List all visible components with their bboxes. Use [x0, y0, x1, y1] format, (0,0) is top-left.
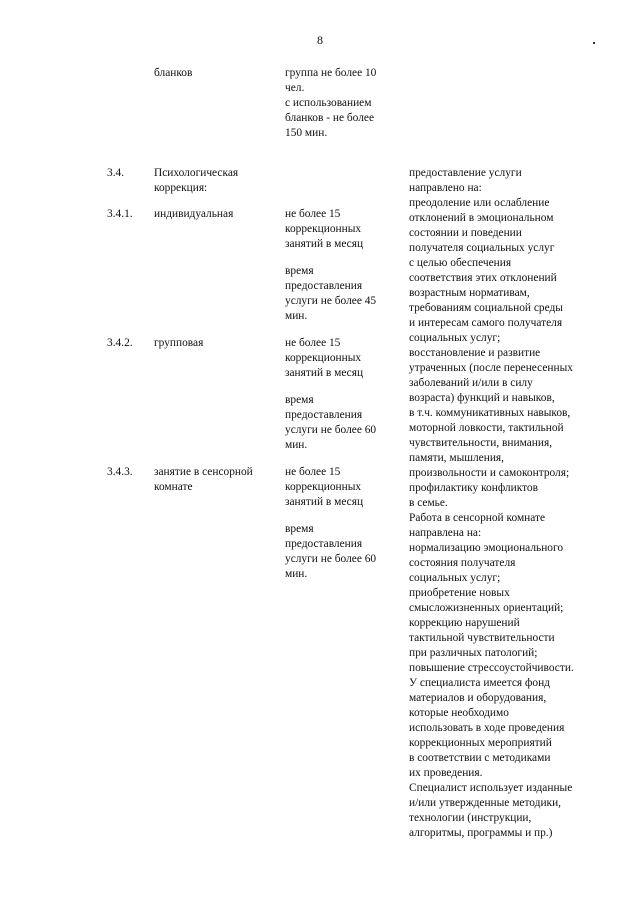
row-name [154, 465, 279, 495]
text-line: направлено на: [409, 182, 482, 194]
text-line: услуги не более 45 [285, 295, 377, 307]
text-line: тактильной чувствительности [409, 632, 555, 644]
text-line: коррекция: [154, 182, 208, 194]
text-line: предоставление услуги [409, 167, 522, 179]
text-line: восстановление и развитие [409, 347, 541, 359]
text-line: возраста) функций и навыков, [409, 392, 555, 404]
carry-over-name-text: бланков [154, 67, 193, 79]
text-line: предоставления [285, 538, 363, 550]
section-number [107, 166, 147, 181]
text-line: чел. [285, 82, 305, 94]
text-line: возрастным нормативам, [409, 287, 530, 299]
text-line: услуги не более 60 [285, 424, 377, 436]
text-line: приобретение новых [409, 587, 510, 599]
text-line: социальных услуг; [409, 572, 501, 584]
text-line: занятий в месяц [285, 496, 364, 508]
text-line: при различных патологий; [409, 647, 538, 659]
text-line: Психологическая [154, 167, 239, 179]
text-line: коррекционных [285, 352, 362, 364]
text-line: время [285, 523, 314, 535]
text-line: У специалиста имеется фонд [409, 677, 550, 689]
text-line: занятие в сенсорной [154, 466, 253, 478]
text-line: занятий в месяц [285, 238, 364, 250]
duration-paragraph [285, 264, 397, 324]
text-line: соответствия этих отклонений [409, 272, 557, 284]
row-number [107, 336, 147, 351]
row-time-cell [285, 207, 397, 324]
text-line: Работа в сенсорной комнате [409, 512, 546, 524]
carry-over-name [154, 66, 279, 81]
text-line: получателя социальных услуг [409, 242, 555, 254]
text-line: предоставления [285, 280, 363, 292]
duration-paragraph [285, 393, 397, 453]
text-line: утраченных (после перенесенных [409, 362, 573, 374]
text-line: смысложизненных ориентаций; [409, 602, 564, 614]
text-line: которые необходимо [409, 707, 509, 719]
text-line: коррекцию нарушений [409, 617, 520, 629]
text-line: время [285, 394, 314, 406]
text-line: и/или утвержденные методики, [409, 797, 562, 809]
row-number-text: 3.4.1. [107, 208, 133, 220]
duration-paragraph [285, 522, 397, 582]
text-line: требованиям социальной среды [409, 302, 563, 314]
page-number: 8 [317, 33, 323, 47]
text-line: заболеваний и/или в силу [409, 377, 533, 389]
text-line: коррекционных [285, 481, 362, 493]
section-number-text: 3.4. [107, 167, 125, 179]
text-line: моторной ловкости, тактильной [409, 422, 564, 434]
text-line: состоянии и поведении [409, 227, 522, 239]
text-line: алгоритмы, программы и пр.) [409, 827, 553, 839]
service-description [409, 166, 629, 841]
text-line: мин. [285, 568, 308, 580]
text-line: не более 15 [285, 337, 341, 349]
text-line: группа не более 10 [285, 67, 377, 79]
text-line: в семье. [409, 497, 448, 509]
text-line: повышение стрессоустойчивости. [409, 662, 574, 674]
text-line: групповая [154, 337, 204, 349]
text-line: и интересам самого получателя [409, 317, 563, 329]
section-title [154, 166, 279, 196]
carry-over-time-cell [285, 66, 397, 141]
text-line: в т.ч. коммуникативных навыков, [409, 407, 571, 419]
text-line: бланков - не более [285, 112, 374, 124]
text-line: направлена на: [409, 527, 482, 539]
row-time-cell [285, 465, 397, 582]
row-number-text: 3.4.3. [107, 466, 133, 478]
text-line: услуги не более 60 [285, 553, 377, 565]
row-number [107, 207, 147, 222]
margin-dot [593, 42, 595, 44]
text-line: материалов и оборудования, [409, 692, 547, 704]
row-number [107, 465, 147, 480]
text-line: предоставления [285, 409, 363, 421]
row-time-cell [285, 336, 397, 453]
text-line: в соответствии с методиками [409, 752, 551, 764]
text-line: с использованием [285, 97, 372, 109]
text-line: нормализацию эмоционального [409, 542, 564, 554]
text-line: занятий в месяц [285, 367, 364, 379]
row-name [154, 336, 279, 351]
text-line: произвольности и самоконтроля; [409, 467, 570, 479]
text-line: мин. [285, 439, 308, 451]
text-line: использовать в ходе проведения [409, 722, 565, 734]
text-line: Специалист использует изданные [409, 782, 573, 794]
text-line: отклонений в эмоциональном [409, 212, 554, 224]
text-line: с целью обеспечения [409, 257, 512, 269]
text-line: состояния получателя [409, 557, 516, 569]
text-line: чувствительности, внимания, [409, 437, 553, 449]
text-line: их проведения. [409, 767, 483, 779]
row-name [154, 207, 279, 222]
text-line: технологии (инструкции, [409, 812, 532, 824]
frequency-paragraph [285, 207, 397, 252]
text-line: профилактику конфликтов [409, 482, 538, 494]
text-line: комнате [154, 481, 193, 493]
text-line: время [285, 265, 314, 277]
row-number-text: 3.4.2. [107, 337, 133, 349]
text-line: мин. [285, 310, 308, 322]
text-line: преодоление или ослабление [409, 197, 550, 209]
frequency-paragraph [285, 336, 397, 381]
text-line: индивидуальная [154, 208, 234, 220]
text-line: социальных услуг; [409, 332, 501, 344]
frequency-paragraph [285, 465, 397, 510]
text-line: 150 мин. [285, 127, 328, 139]
text-line: не более 15 [285, 466, 341, 478]
text-line: памяти, мышления, [409, 452, 505, 464]
text-line: коррекционных [285, 223, 362, 235]
text-line: коррекционных мероприятий [409, 737, 552, 749]
text-line: не более 15 [285, 208, 341, 220]
